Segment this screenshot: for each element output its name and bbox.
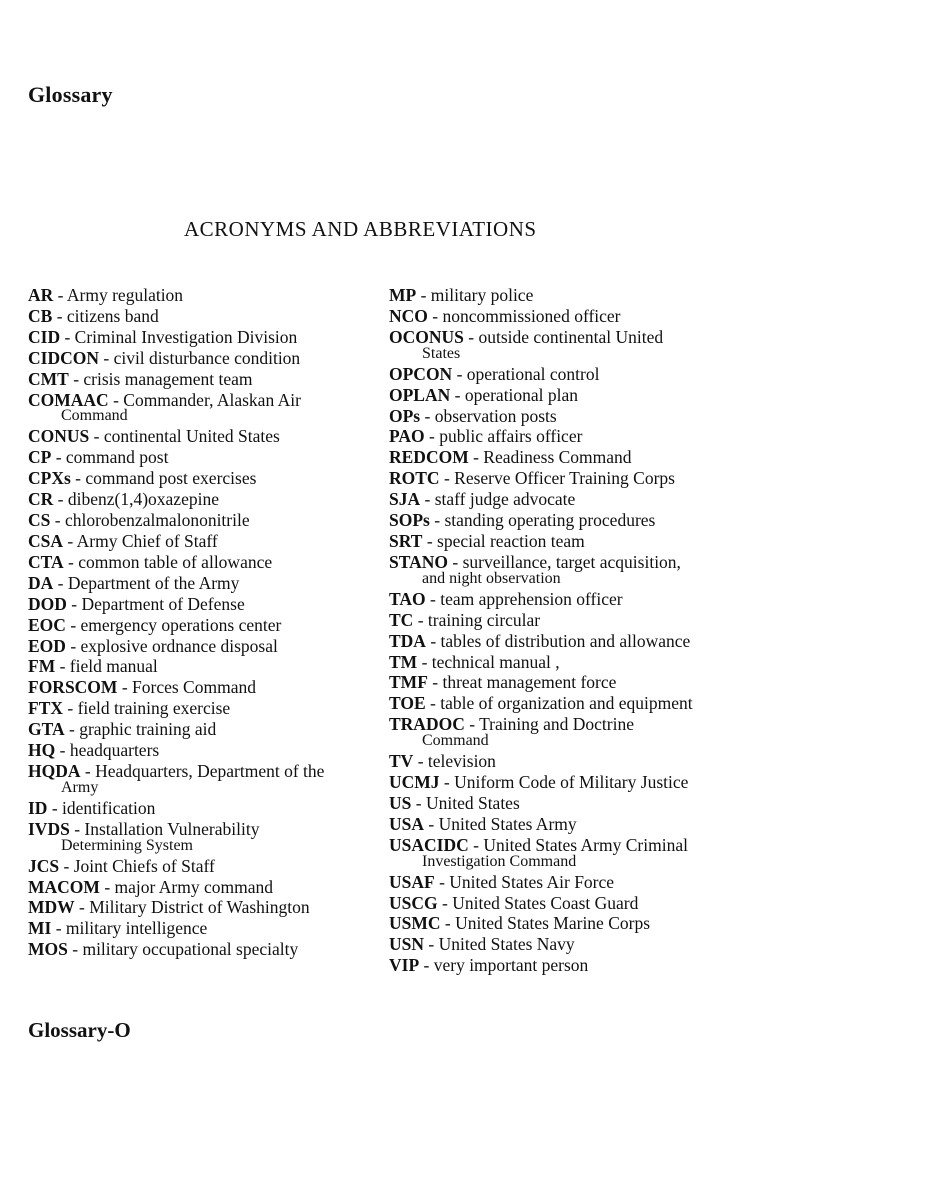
glossary-entry: USMC - United States Marine Corps [389,913,651,934]
glossary-definition: Forces Command [132,677,256,698]
glossary-entry: FM - field manual [28,656,158,677]
glossary-acronym: OCONUS [389,326,464,347]
glossary-entry: CSA - Army Chief of Staff [28,530,218,551]
glossary-entry: TC - training circular [389,609,541,630]
glossary-entry: NCO - noncommissioned officer [389,305,621,326]
glossary-definition: field manual [69,656,158,677]
glossary-definition: Uniform Code of Military Justice [454,772,689,793]
glossary-acronym: USMC [389,913,441,934]
glossary-definition: Installation Vulnerability [84,818,260,839]
glossary-entry: SJA - staff judge advocate [389,489,576,510]
glossary-acronym: CIDCON [28,347,99,368]
glossary-definition: television [427,751,496,772]
glossary-acronym: TDA [389,630,426,651]
page-title: Glossary [28,82,113,107]
glossary-acronym: US [389,792,412,813]
glossary-entry: DA - Department of the Army [28,572,240,593]
glossary-entry: CMT - crisis management team [28,368,253,389]
glossary-entry: JCS - Joint Chiefs of Staff [28,855,215,876]
glossary-acronym: CPXs [28,468,71,489]
glossary-definition-continuation: Command [61,407,128,425]
glossary-definition: major Army command [114,876,273,897]
glossary-definition: command post exercises [85,468,257,489]
glossary-acronym: CTA [28,551,64,572]
glossary-acronym: MOS [28,939,68,960]
glossary-acronym: MI [28,918,52,939]
glossary-entry: GTA - graphic training aid [28,719,217,740]
glossary-column-right [389,285,719,976]
glossary-acronym: REDCOM [389,447,469,468]
glossary-definition: very important person [433,955,589,976]
glossary-entry: DOD - Department of Defense [28,593,245,614]
glossary-definition: military occupational specialty [82,939,299,960]
glossary-acronym: COMAAC [28,389,109,410]
glossary-acronym: USAF [389,871,435,892]
glossary-acronym: TOE [389,693,426,714]
glossary-definition: public affairs officer [439,426,583,447]
glossary-entry: AR - Army regulation [28,285,184,305]
glossary-entry: UCMJ - Uniform Code of Military Justice [389,772,689,793]
glossary-entry: CPXs - command post exercises [28,468,257,489]
glossary-acronym: CR [28,489,54,510]
glossary-acronym: CONUS [28,426,90,447]
glossary-definition: explosive ordnance disposal [80,635,278,656]
glossary-definition: graphic training aid [79,719,217,740]
glossary-definition: Criminal Investigation Division [74,326,298,347]
glossary-acronym: ROTC [389,468,440,489]
glossary-entry: CIDCON - civil disturbance condition [28,347,301,368]
glossary-entry: EOC - emergency operations center [28,614,282,635]
glossary-acronym: STANO [389,551,448,572]
glossary-definition-continuation: Investigation Command [422,852,577,870]
glossary-acronym: IVDS [28,818,70,839]
glossary-definition: United States Army [438,813,577,834]
glossary-entry: OPLAN - operational plan [389,384,579,405]
glossary-entry: EOD - explosive ordnance disposal [28,635,278,656]
glossary-entry: CP - command post [28,447,169,468]
glossary-acronym: USCG [389,892,438,913]
glossary-entry: COMAAC - Commander, Alaskan Air Command [28,390,358,425]
glossary-definition: civil disturbance condition [113,347,301,368]
glossary-acronym: SJA [389,489,421,510]
glossary-acronym: CP [28,447,52,468]
glossary-definition-continuation: Command [422,732,489,750]
glossary-acronym: TM [389,651,418,672]
glossary-entry: TMF - threat management force [389,672,617,693]
glossary-acronym: ID [28,797,48,818]
glossary-definition: chlorobenzalmalononitrile [64,510,250,531]
glossary-entry: ROTC - Reserve Officer Training Corps [389,468,675,489]
glossary-entry: TAO - team apprehension officer [389,588,623,609]
glossary-entry: OPs - observation posts [389,405,557,426]
glossary-acronym: TRADOC [389,714,465,735]
glossary-acronym: DA [28,572,54,593]
glossary-definition: Headquarters, Department of the [95,760,325,781]
glossary-acronym: MACOM [28,876,100,897]
glossary-definition: staff judge advocate [434,489,576,510]
glossary-entry: MI - military intelligence [28,918,208,939]
glossary-acronym: CSA [28,530,64,551]
glossary-column-left [28,285,358,960]
glossary-definition: surveillance, target acquisition, [462,551,681,572]
glossary-acronym: JCS [28,855,60,876]
glossary-entry: USA - United States Army [389,813,577,834]
glossary-definition: United States Navy [438,934,575,955]
glossary-entry: US - United States [389,792,520,813]
glossary-definition: United States Marine Corps [455,913,651,934]
glossary-acronym: GTA [28,719,65,740]
glossary-acronym: USA [389,813,425,834]
glossary-entry: MDW - Military District of Washington [28,897,310,918]
glossary-entry: TOE - table of organization and equipment [389,693,693,714]
glossary-acronym: USACIDC [389,834,469,855]
glossary-acronym: OPs [389,405,421,426]
glossary-definition: crisis management team [83,368,253,389]
glossary-acronym: EOD [28,635,66,656]
glossary-entry: ID - identification [28,797,156,818]
glossary-acronym: SOPs [389,510,430,531]
glossary-definition: military police [430,285,534,305]
glossary-acronym: NCO [389,305,428,326]
glossary-definition: operational control [466,363,600,384]
glossary-entry: USCG - United States Coast Guard [389,892,639,913]
glossary-definition: United States Army Criminal [483,834,688,855]
glossary-entry: TRADOC - Training and Doctrine Command [389,714,719,749]
glossary-acronym: TMF [389,672,428,693]
glossary-definition: outside continental United [478,326,664,347]
glossary-acronym: UCMJ [389,772,440,793]
glossary-definition-continuation: Army [61,778,99,796]
glossary-entry: FTX - field training exercise [28,698,231,719]
glossary-acronym: CMT [28,368,69,389]
glossary-acronym: FTX [28,698,63,719]
glossary-entry: MACOM - major Army command [28,876,273,897]
glossary-definition: dibenz(1,4)oxazepine [67,489,219,510]
glossary-definition: United States [425,792,520,813]
glossary-definition: military intelligence [65,918,208,939]
glossary-definition: emergency operations center [80,614,282,635]
glossary-entry: VIP - very important person [389,955,589,976]
glossary-acronym: TV [389,751,414,772]
glossary-entry: SOPs - standing operating procedures [389,510,656,531]
glossary-acronym: AR [28,285,54,305]
glossary-acronym: USN [389,934,425,955]
glossary-acronym: FM [28,656,56,677]
glossary-definition: United States Air Force [449,871,615,892]
glossary-definition: Readiness Command [483,447,632,468]
glossary-entry: CONUS - continental United States [28,426,280,447]
glossary-definition-continuation: Determining System [61,836,193,854]
glossary-acronym: VIP [389,955,420,976]
glossary-definition: Joint Chiefs of Staff [73,855,215,876]
glossary-entry: STANO - surveillance, target acquisition, and night observation [389,552,719,587]
glossary-definition: citizens band [66,305,159,326]
glossary-acronym: TAO [389,588,426,609]
glossary-entry: TDA - tables of distribution and allowance [389,630,691,651]
glossary-acronym: MP [389,285,417,305]
glossary-definition: threat management force [442,672,617,693]
glossary-definition: continental United States [103,426,280,447]
glossary-definition: identification [62,797,156,818]
glossary-entry: CR - dibenz(1,4)oxazepine [28,489,219,510]
glossary-entry: USAF - United States Air Force [389,871,615,892]
glossary-definition-continuation: States [422,344,461,362]
glossary-definition: Department of Defense [81,593,245,614]
glossary-entry: CID - Criminal Investigation Division [28,326,298,347]
glossary-entry: HQ - headquarters [28,740,160,761]
glossary-entry: CB - citizens band [28,305,159,326]
glossary-entry: USN - United States Navy [389,934,575,955]
glossary-acronym: SRT [389,530,423,551]
glossary-definition: Department of the Army [67,572,240,593]
glossary-definition: table of organization and equipment [440,693,693,714]
glossary-definition: training circular [427,609,541,630]
glossary-acronym: CID [28,326,61,347]
glossary-entry: CS - chlorobenzalmalononitrile [28,510,250,531]
glossary-entry: HQDA - Headquarters, Department of the Army [28,761,358,796]
glossary-definition: Military District of Washington [89,897,310,918]
glossary-acronym: HQ [28,740,56,761]
glossary-definition: technical manual , [431,651,560,672]
glossary-definition: Training and Doctrine [479,714,634,735]
glossary-acronym: EOC [28,614,66,635]
page-number: Glossary-O [28,1018,131,1042]
glossary-acronym: DOD [28,593,67,614]
glossary-definition: Army Chief of Staff [76,530,218,551]
glossary-entry: TV - television [389,751,496,772]
glossary-acronym: PAO [389,426,425,447]
glossary-definition: headquarters [69,740,160,761]
glossary-definition: tables of distribution and allowance [440,630,691,651]
glossary-definition: operational plan [464,384,579,405]
glossary-definition: noncommissioned officer [442,305,621,326]
glossary-definition: United States Coast Guard [452,892,639,913]
glossary-entry: CTA - common table of allowance [28,551,273,572]
glossary-entry: MP - military police [389,285,534,305]
glossary-entry: PAO - public affairs officer [389,426,583,447]
glossary-definition: team apprehension officer [440,588,623,609]
glossary-entry: SRT - special reaction team [389,530,585,551]
glossary-definition: observation posts [434,405,557,426]
glossary-entry: MOS - military occupational specialty [28,939,299,960]
glossary-definition: field training exercise [77,698,231,719]
glossary-acronym: HQDA [28,760,81,781]
glossary-acronym: CB [28,305,53,326]
glossary-entry: IVDS - Installation Vulnerability Determining System [28,819,358,854]
glossary-definition: command post [65,447,169,468]
glossary-definition: Commander, Alaskan Air [123,389,301,410]
glossary-acronym: MDW [28,897,75,918]
glossary-acronym: FORSCOM [28,677,118,698]
glossary-acronym: TC [389,609,414,630]
glossary-entry: REDCOM - Readiness Command [389,447,632,468]
glossary-definition-continuation: and night observation [422,569,561,587]
glossary-entry: OCONUS - outside continental United States [389,327,719,362]
glossary-definition: special reaction team [437,530,585,551]
glossary-entry: USACIDC - United States Army Criminal Investigation Command [389,835,719,870]
glossary-entry: OPCON - operational control [389,363,600,384]
glossary-acronym: OPCON [389,363,453,384]
section-title: ACRONYMS AND ABBREVIATIONS [184,217,537,241]
glossary-definition: common table of allowance [78,551,273,572]
glossary-acronym: CS [28,510,51,531]
glossary-acronym: OPLAN [389,384,451,405]
glossary-entry: FORSCOM - Forces Command [28,677,256,698]
glossary-definition: Reserve Officer Training Corps [454,468,675,489]
glossary-definition: standing operating procedures [444,510,656,531]
glossary-entry: TM - technical manual , [389,651,560,672]
glossary-definition: Army regulation [66,285,184,305]
